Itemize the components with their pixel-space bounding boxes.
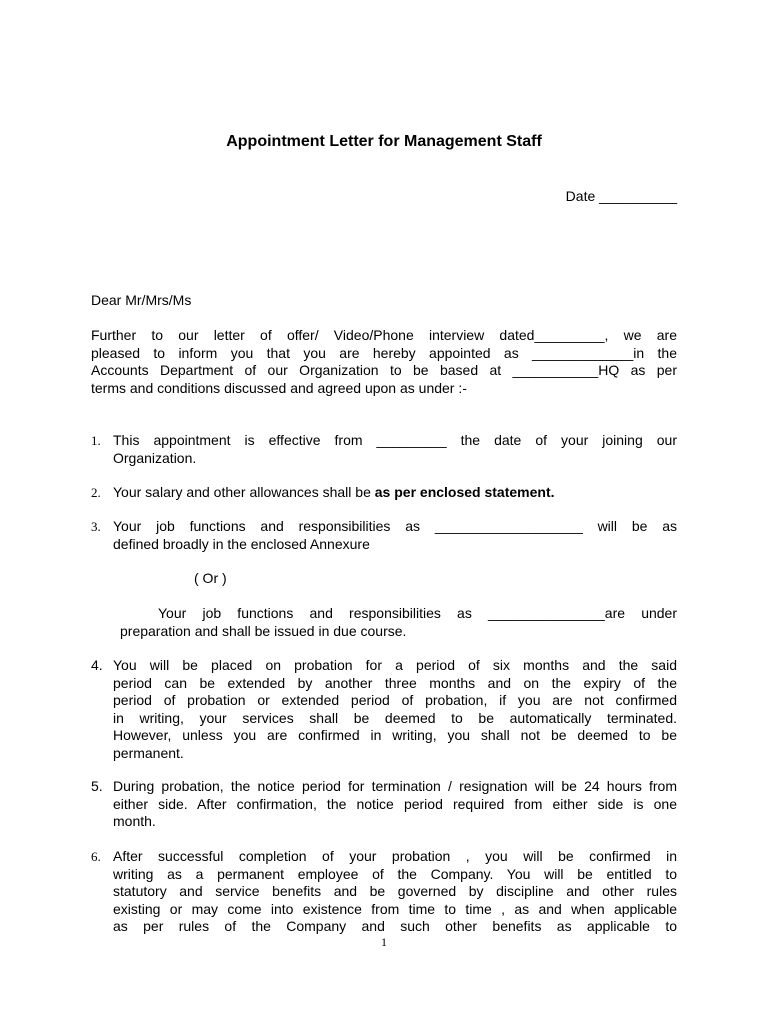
document-title: Appointment Letter for Management Staff	[226, 133, 542, 150]
item-line: existing or may come into existence from time to time , as and when applicable	[113, 900, 677, 917]
intro-line: terms and conditions discussed and agreed upon as under :-	[91, 379, 467, 396]
item-line: defined broadly in the enclosed Annexure	[113, 535, 370, 552]
intro-line: pleased to inform you that you are hereby appointed as _____________in the	[91, 344, 677, 361]
item-line: statutory and service benefits and be governed by discipline and other rules	[113, 883, 677, 899]
item-line: period of probation or extended period of probation, if you are not confirmed	[113, 692, 677, 708]
item-line: You will be placed on probation for a period of six months and the said	[113, 657, 677, 673]
item-line: During probation, the notice period for termination / resignation will be 24 hours from	[113, 778, 677, 794]
or-separator: ( Or )	[194, 570, 227, 586]
item-text: Your salary and other allowances shall be	[113, 484, 375, 500]
item-line: After successful completion of your probation , you will be confirmed in	[113, 848, 677, 864]
item-number: 6.	[91, 849, 101, 864]
item-line: writing as a permanent employee of the Company. You will be entitled to	[113, 865, 677, 882]
alt-line: Your job functions and responsibilities as _______________are under	[158, 605, 677, 621]
item-line: This appointment is effective from _________ the date of your joining our	[113, 432, 677, 448]
item-line: However, unless you are confirmed in writing, you shall not be deemed to be	[113, 727, 677, 743]
item-number: 5.	[91, 778, 103, 794]
item-number: 2.	[91, 485, 101, 500]
list-item-3	[91, 518, 677, 553]
alternate-clause	[120, 605, 677, 640]
list-item-4	[91, 657, 677, 762]
list-item-2	[91, 484, 677, 502]
alt-line: preparation and shall be issued in due course.	[120, 622, 407, 639]
item-text-bold: as per enclosed statement.	[374, 484, 555, 500]
item-number: 1.	[91, 433, 101, 448]
list-item-5	[91, 778, 677, 831]
item-number: 3.	[91, 519, 101, 534]
item-line: month.	[113, 813, 156, 829]
item-line: Organization.	[113, 449, 197, 466]
item-line: as per rules of the Company and such other benefits as applicable to	[113, 918, 677, 934]
intro-line: Accounts Department of our Organization to be based at ___________HQ as per	[91, 362, 677, 378]
date-field: Date __________	[565, 188, 677, 204]
intro-paragraph	[91, 327, 677, 397]
intro-line: Further to our letter of offer/ Video/Phone interview dated_________, we are	[91, 327, 677, 343]
item-number: 4.	[91, 657, 103, 673]
item-line: Your job functions and responsibilities as ___________________ will be as	[113, 518, 677, 534]
list-item-6	[91, 848, 677, 936]
page-number: 1	[381, 935, 387, 949]
item-line: period can be extended by another three months and on the expiry of the	[113, 674, 677, 691]
item-line: permanent.	[113, 744, 184, 761]
item-line: either side. After confirmation, the notice period required from either side is one	[113, 795, 677, 812]
salutation: Dear Mr/Mrs/Ms	[91, 292, 192, 308]
item-line: in writing, your services shall be deemed to be automatically terminated.	[113, 709, 677, 726]
list-item-1	[91, 432, 677, 467]
